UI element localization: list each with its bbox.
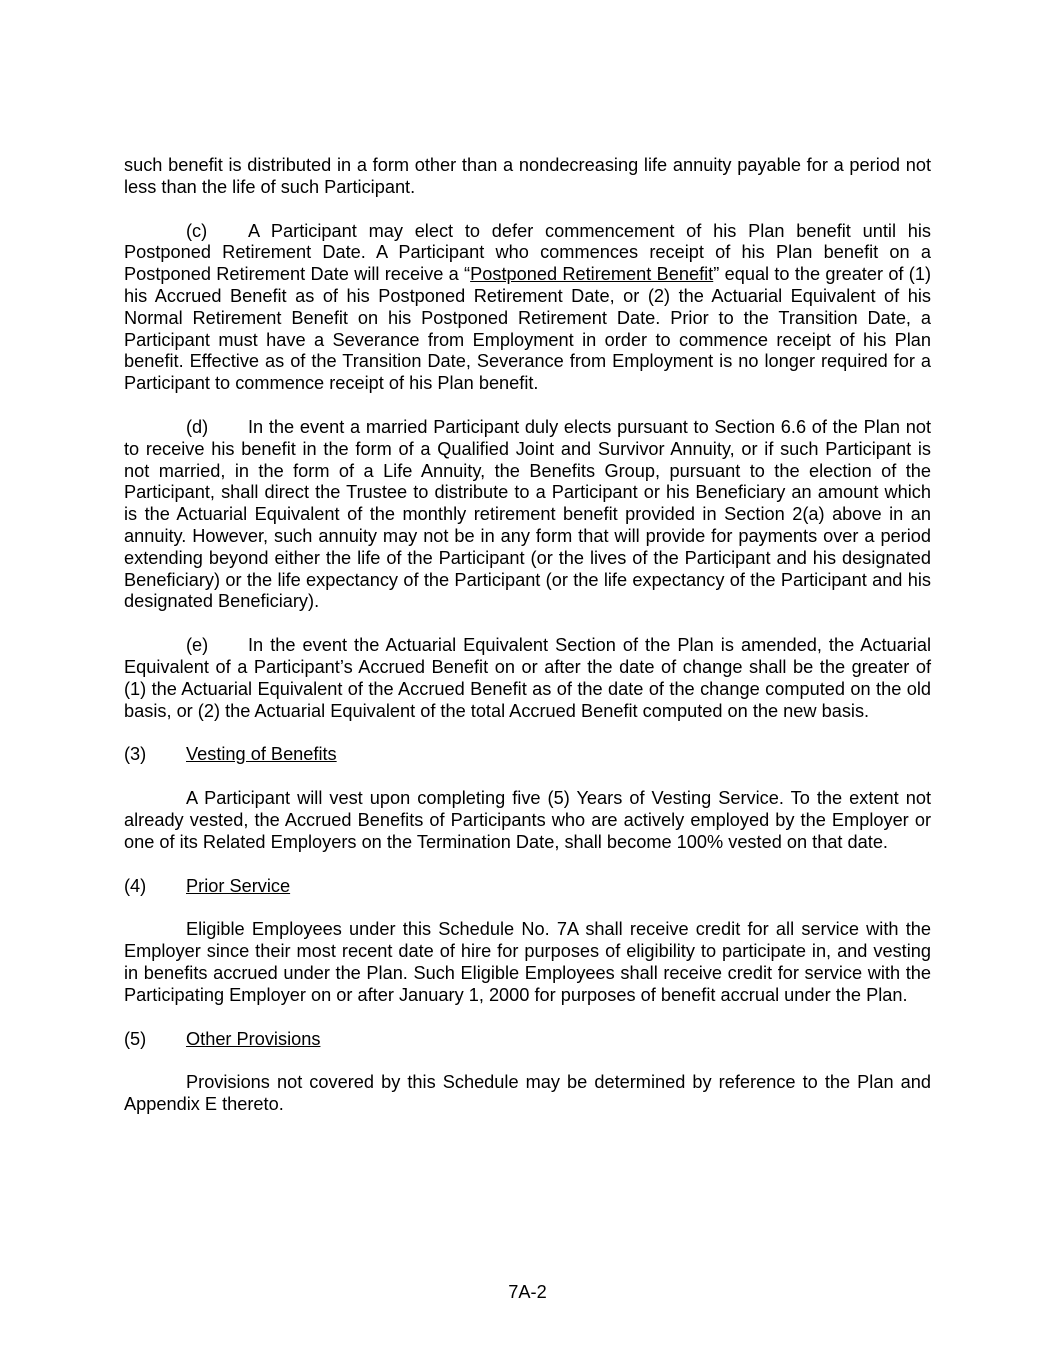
section-heading-prior-service (124, 876, 931, 898)
section-number: (4) (124, 875, 147, 896)
paragraph-d (124, 417, 931, 613)
paragraph-e-text: In the event the Actuarial Equivalent Section of the Plan is amended, the Actuarial Equivalent of a Participant’s Accrued Benefit on or after the date of change shall be the greater of (1) the Actuarial Equivalent of the Accrued Benefit as of the date of the change computed on the old basis, or (2) the Actuarial Equivalent of the total Accrued Benefit computed on the new basis. (124, 635, 931, 721)
document-body (124, 155, 931, 1138)
section-text-vesting: A Participant will vest upon completing five (5) Years of Vesting Service. To the extent not already vested, the Accrued Benefits of Participants who are actively employed by the Employer or one of its Related Employers on the Termination Date, shall become 100% vested on that date. (124, 788, 931, 852)
section-heading-other-provisions (124, 1029, 931, 1051)
section-number: (5) (124, 1028, 147, 1049)
section-title: Prior Service (186, 875, 291, 896)
paragraph-e (124, 635, 931, 722)
paragraph-c-label: (c) (186, 220, 208, 241)
section-title: Other Provisions (186, 1028, 321, 1049)
paragraph-c-text-after: ” equal to the greater of (1) his Accrued Benefit as of his Postponed Retirement Date, or (2) the Actuarial Equivalent of his Normal Retirement Benefit on his Postponed Retirement Date. Prior to the Transition Date, a Participant must have a Severance from Employment in order to commence receipt of his Plan benefit. Effective as of the Transition Date, Severance from Employment is no longer required for a Participant to commence receipt of his Plan benefit. (124, 264, 931, 394)
continuation-paragraph: such benefit is distributed in a form other than a nondecreasing life annuity payable for a period not less than the life of such Participant. (124, 155, 931, 197)
section-heading-vesting (124, 744, 931, 766)
section-text-other-provisions: Provisions not covered by this Schedule may be determined by reference to the Plan and Appendix E thereto. (124, 1072, 931, 1115)
paragraph-e-label: (e) (186, 635, 209, 656)
defined-term-postponed-retirement-benefit: Postponed Retirement Benefit (470, 264, 714, 285)
section-number: (3) (124, 744, 147, 765)
paragraph-c (124, 221, 931, 395)
paragraph-d-text: In the event a married Participant duly elects pursuant to Section 6.6 of the Plan not to receive his benefit in the form of a Qualified Joint and Survivor Annuity, or if such Participant is not married, in the form of a Life Annuity, the Benefits Group, pursuant to the election of the Participant, shall direct the Trustee to distribute to a Participant or his Beneficiary an amount which is the Actuarial Equivalent of the monthly retirement benefit provided in Section 2(a) above in an annuity. However, such annuity may not be in any form that will provide for payments over a period extending beyond either the life of the Participant (or the lives of the Participant and his designated Beneficiary) or the life expectancy of the Participant (or the life expectancy of the Participant and his designated Beneficiary). (124, 416, 931, 612)
paragraph-c-text-before: A Participant may elect to defer commencement of his Plan benefit until his Postponed Retirement Date. A Participant who commences receipt of his Plan benefit on a Postponed Retirement Date will receive a “ (124, 220, 931, 285)
section-title: Vesting of Benefits (186, 744, 337, 765)
page-number: 7A-2 (508, 1282, 547, 1302)
section-text-prior-service: Eligible Employees under this Schedule No. 7A shall receive credit for all service with the Employer since their most recent date of hire for purposes of eligibility to participate in, and vesting in benefits accrued under the Plan. Such Eligible Employees shall receive credit for service with the Participating Employer on or after January 1, 2000 for purposes of benefit accrual under the Plan. (124, 919, 931, 1005)
paragraph-d-label: (d) (186, 416, 209, 437)
